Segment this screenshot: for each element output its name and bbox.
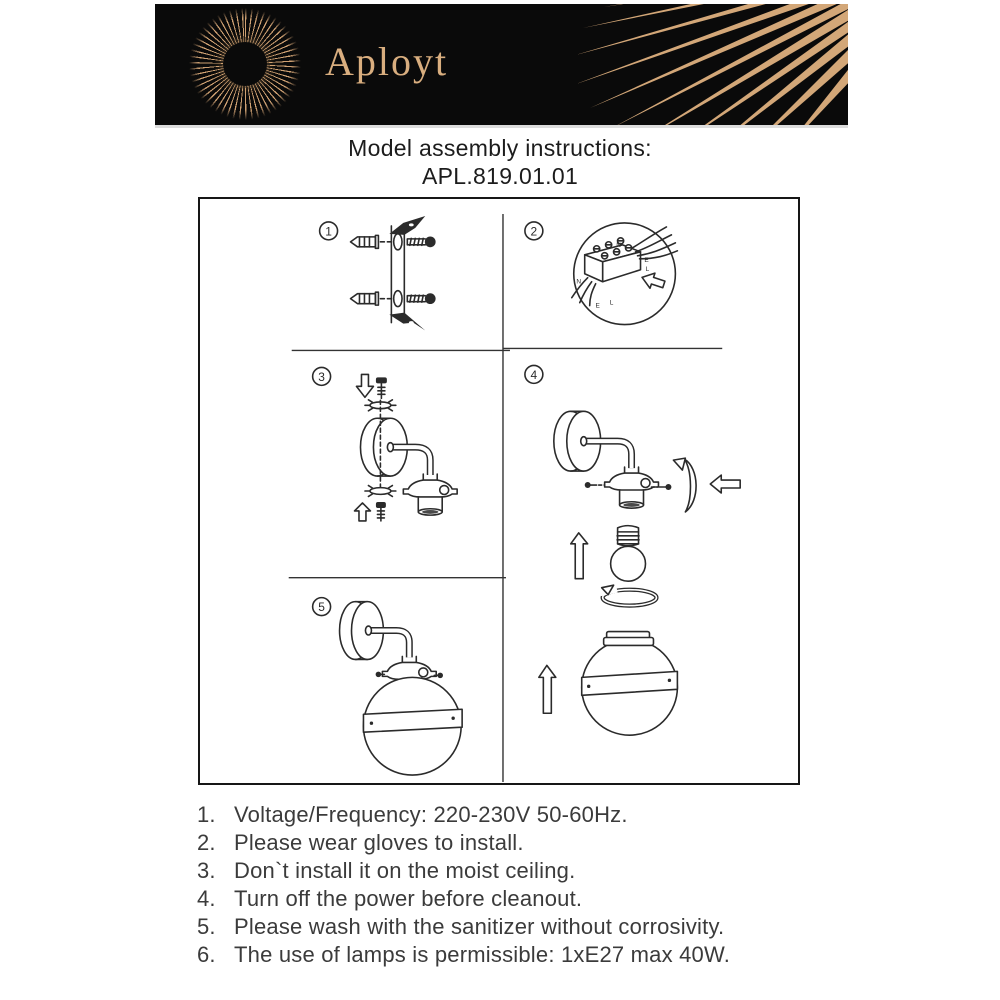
canopy-screw-bottom xyxy=(376,502,386,521)
item-text: Don`t install it on the moist ceiling. xyxy=(234,858,576,883)
corner-rays-icon xyxy=(578,4,848,125)
sunburst-core xyxy=(223,42,267,86)
wire-label-n-in: N xyxy=(616,241,621,249)
step-1-badge xyxy=(320,222,338,240)
wire-label-l-in: L xyxy=(645,265,650,273)
list-item xyxy=(197,885,730,913)
diagram-canvas xyxy=(200,199,798,783)
item-number: 4. xyxy=(197,886,216,911)
panel-4-bulb-installation xyxy=(539,411,740,735)
wall-anchor xyxy=(351,292,379,305)
lamp-holder xyxy=(403,474,457,515)
canopy-screw-top xyxy=(376,377,387,398)
direction-arrow-icon xyxy=(640,270,667,292)
list-item xyxy=(197,801,730,829)
item-number: 1. xyxy=(197,802,216,827)
item-number: 6. xyxy=(197,942,216,967)
up-arrow-icon xyxy=(539,665,556,713)
brand-wordmark: Aployt xyxy=(325,39,449,84)
wire-label-l-out: L xyxy=(609,299,614,307)
wire-label-e-in: E xyxy=(644,256,649,264)
list-item xyxy=(197,913,730,941)
svg-text:4: 4 xyxy=(530,367,538,382)
step-3-badge xyxy=(313,367,331,385)
item-number: 5. xyxy=(197,914,216,939)
mounting-screw xyxy=(407,236,435,247)
push-left-arrow-icon xyxy=(710,475,740,493)
item-text: Please wash with the sanitizer without corrosivity. xyxy=(234,914,725,939)
svg-text:1: 1 xyxy=(325,224,332,239)
panel-2-wiring xyxy=(572,223,678,325)
wire-label-n-out: N xyxy=(576,278,582,286)
banner-underline xyxy=(155,125,848,128)
assembly-diagram xyxy=(198,197,800,785)
svg-text:2: 2 xyxy=(530,224,538,239)
terminal-block xyxy=(585,238,641,282)
page-title: Model assembly instructions: xyxy=(348,135,652,161)
step-4-badge xyxy=(525,365,543,383)
item-text: Please wear gloves to install. xyxy=(234,830,524,855)
svg-text:5: 5 xyxy=(318,600,325,615)
model-number: APL.819.01.01 xyxy=(421,163,579,189)
item-number: 2. xyxy=(197,830,216,855)
item-text: Turn off the power before cleanout. xyxy=(234,886,583,911)
wire-label-e-out: E xyxy=(595,302,600,310)
instructions-list xyxy=(197,801,730,969)
list-item xyxy=(197,857,730,885)
brand-banner xyxy=(155,4,848,125)
up-arrow-icon xyxy=(571,533,588,579)
item-text: Voltage/Frequency: 220-230V 50-60Hz. xyxy=(234,802,628,827)
up-arrow-icon xyxy=(354,503,370,521)
light-bulb xyxy=(611,526,646,582)
list-item xyxy=(197,829,730,857)
svg-text:3: 3 xyxy=(318,369,325,384)
down-arrow-icon xyxy=(356,374,373,397)
washer-bottom xyxy=(365,486,396,497)
panel-3-canopy-mounting xyxy=(354,374,457,520)
list-item xyxy=(197,941,730,969)
wall-anchor xyxy=(351,235,379,248)
item-text: The use of lamps is permissible: 1xE27 max 40W. xyxy=(234,942,731,967)
panel-5-assembled-lamp xyxy=(340,602,463,775)
step-5-badge xyxy=(313,598,331,616)
panel-1-bracket xyxy=(351,216,436,331)
screw-in-rotation-icon xyxy=(599,582,657,606)
step-2-badge xyxy=(525,222,543,240)
rotate-arrow-icon xyxy=(673,458,696,512)
glass-globe xyxy=(363,677,462,775)
mounting-screw xyxy=(407,293,435,304)
lamp-holder xyxy=(605,467,659,508)
glass-globe xyxy=(582,632,678,736)
item-number: 3. xyxy=(197,858,216,883)
